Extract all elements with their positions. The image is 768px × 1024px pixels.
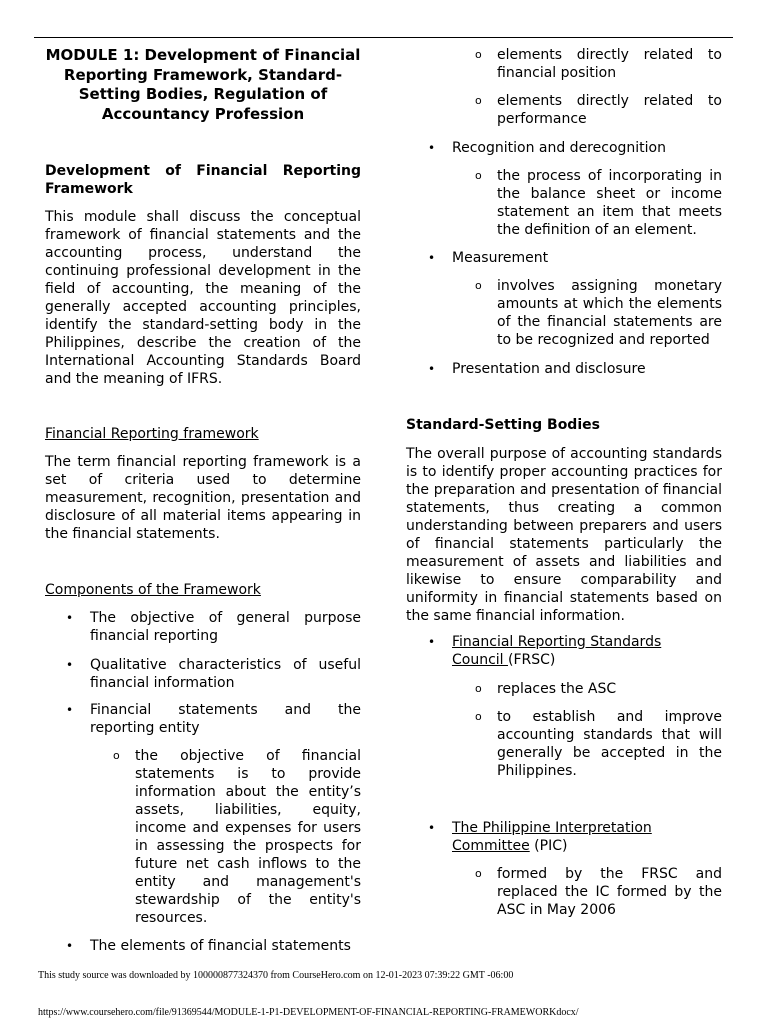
sub-bullet-icon: o [475, 710, 482, 723]
sub-list-item-text: formed by the FRSC and replaced the IC formed by the ASC in May 2006 [497, 866, 722, 918]
sub-list-item [475, 92, 722, 128]
sub-list-item [475, 46, 722, 82]
sub-list-item [113, 747, 361, 927]
section-heading-development: Development of Financial Reporting Framework [45, 163, 361, 197]
download-notice: This study source was downloaded by 100000877324370 from CourseHero.com on 12-01-2023 07:39:22 GMT -06:00 [38, 970, 514, 981]
ssb-heading: Standard-Setting Bodies [406, 417, 600, 433]
sub-bullet-icon: o [475, 279, 482, 292]
source-url[interactable]: https://www.coursehero.com/file/91369544/MODULE-1-P1-DEVELOPMENT-OF-FINANCIAL-REPORTING-FRAMEWORKdocx/ [38, 1007, 579, 1018]
list-item-text: Qualitative characteristics of useful financial information [90, 657, 361, 691]
sub-list-item [475, 680, 722, 698]
top-rule [34, 37, 733, 38]
bullet-icon: • [428, 251, 436, 265]
list-item [66, 656, 361, 692]
bullet-icon: • [66, 658, 74, 672]
bullet-icon: • [66, 611, 74, 625]
frsc-abbr: (FRSC) [508, 652, 556, 668]
bullet-icon: • [428, 821, 436, 835]
sub-list-item-text: the objective of financial statements is to provide information about the entity’s assets, liabilities, equity, income and expenses for users in assessing the prospects for future net cash inflows to the entity and management's stewardship of the entity's resources. [135, 748, 361, 926]
sub-list-item-text: elements directly related to performance [497, 93, 722, 127]
list-item [66, 701, 361, 737]
sub-bullet-icon: o [113, 749, 120, 762]
sub-bullet-icon: o [475, 867, 482, 880]
page-title: MODULE 1: Development of Financial Reporting Framework, Standard-Setting Bodies, Regulation of Accountancy Profession [45, 46, 361, 123]
list-item [428, 360, 722, 378]
ssb-paragraph: The overall purpose of accounting standards is to identify proper accounting practices for the preparation and presentation of financial statements, thus creating a common understanding between preparers and users of financial statements particularly the measurement of assets and liabilities and likewise to ensure comparability and uniformity in financial statements based on the same financial information. [406, 446, 722, 624]
list-item [66, 609, 361, 645]
list-item-text: Financial statements and the reporting entity [90, 702, 361, 736]
bullet-icon: • [428, 141, 436, 155]
sub-list-item-text: involves assigning monetary amounts at which the elements of the financial statements are to be recognized and reported [497, 278, 722, 348]
list-item [66, 937, 361, 955]
intro-paragraph: This module shall discuss the conceptual framework of financial statements and the accounting process, understand the continuing professional development in the field of accounting, the meaning of the generally accepted accounting principles, identify the standard-setting body in the Philippines, describe the creation of the International Accounting Standards Board and the meaning of IFRS. [45, 209, 361, 387]
list-item-text: The elements of financial statements [90, 938, 351, 954]
list-item-text: The objective of general purpose financial reporting [90, 610, 361, 644]
list-item [428, 139, 722, 157]
sub-list-item-text: to establish and improve accounting standards that will generally be accepted in the Philippines. [497, 709, 722, 779]
sub-list-item-text: the process of incorporating in the balance sheet or income statement an item that meets the definition of an element. [497, 168, 722, 238]
frf-heading: Financial Reporting framework [45, 426, 259, 442]
frsc-link[interactable]: Financial Reporting Standards Council [452, 634, 662, 668]
sub-list-item-text: replaces the ASC [497, 681, 617, 697]
list-item [428, 249, 722, 267]
components-heading: Components of the Framework [45, 582, 261, 598]
sub-bullet-icon: o [475, 169, 482, 182]
sub-bullet-icon: o [475, 94, 482, 107]
sub-list-item [475, 708, 722, 780]
sub-list-item [475, 277, 722, 349]
pic-abbr: (PIC) [529, 838, 568, 854]
bullet-icon: • [428, 635, 436, 649]
list-item-text: Measurement [452, 250, 549, 266]
bullet-icon: • [66, 939, 74, 953]
list-item-text: Presentation and disclosure [452, 361, 646, 377]
bullet-icon: • [66, 703, 74, 717]
sub-bullet-icon: o [475, 682, 482, 695]
list-item-text: Recognition and derecognition [452, 140, 666, 156]
sub-bullet-icon: o [475, 48, 482, 61]
sub-list-item [475, 865, 722, 919]
bullet-icon: • [428, 362, 436, 376]
frf-paragraph: The term financial reporting framework is a set of criteria used to determine measurement, recognition, presentation and disclosure of all material items appearing in the financial statements. [45, 454, 361, 542]
list-item [428, 633, 722, 669]
sub-list-item [475, 167, 722, 239]
list-item [428, 819, 722, 855]
sub-list-item-text: elements directly related to financial position [497, 47, 722, 81]
pic-link[interactable]: The Philippine Interpretation Committee [452, 820, 652, 854]
